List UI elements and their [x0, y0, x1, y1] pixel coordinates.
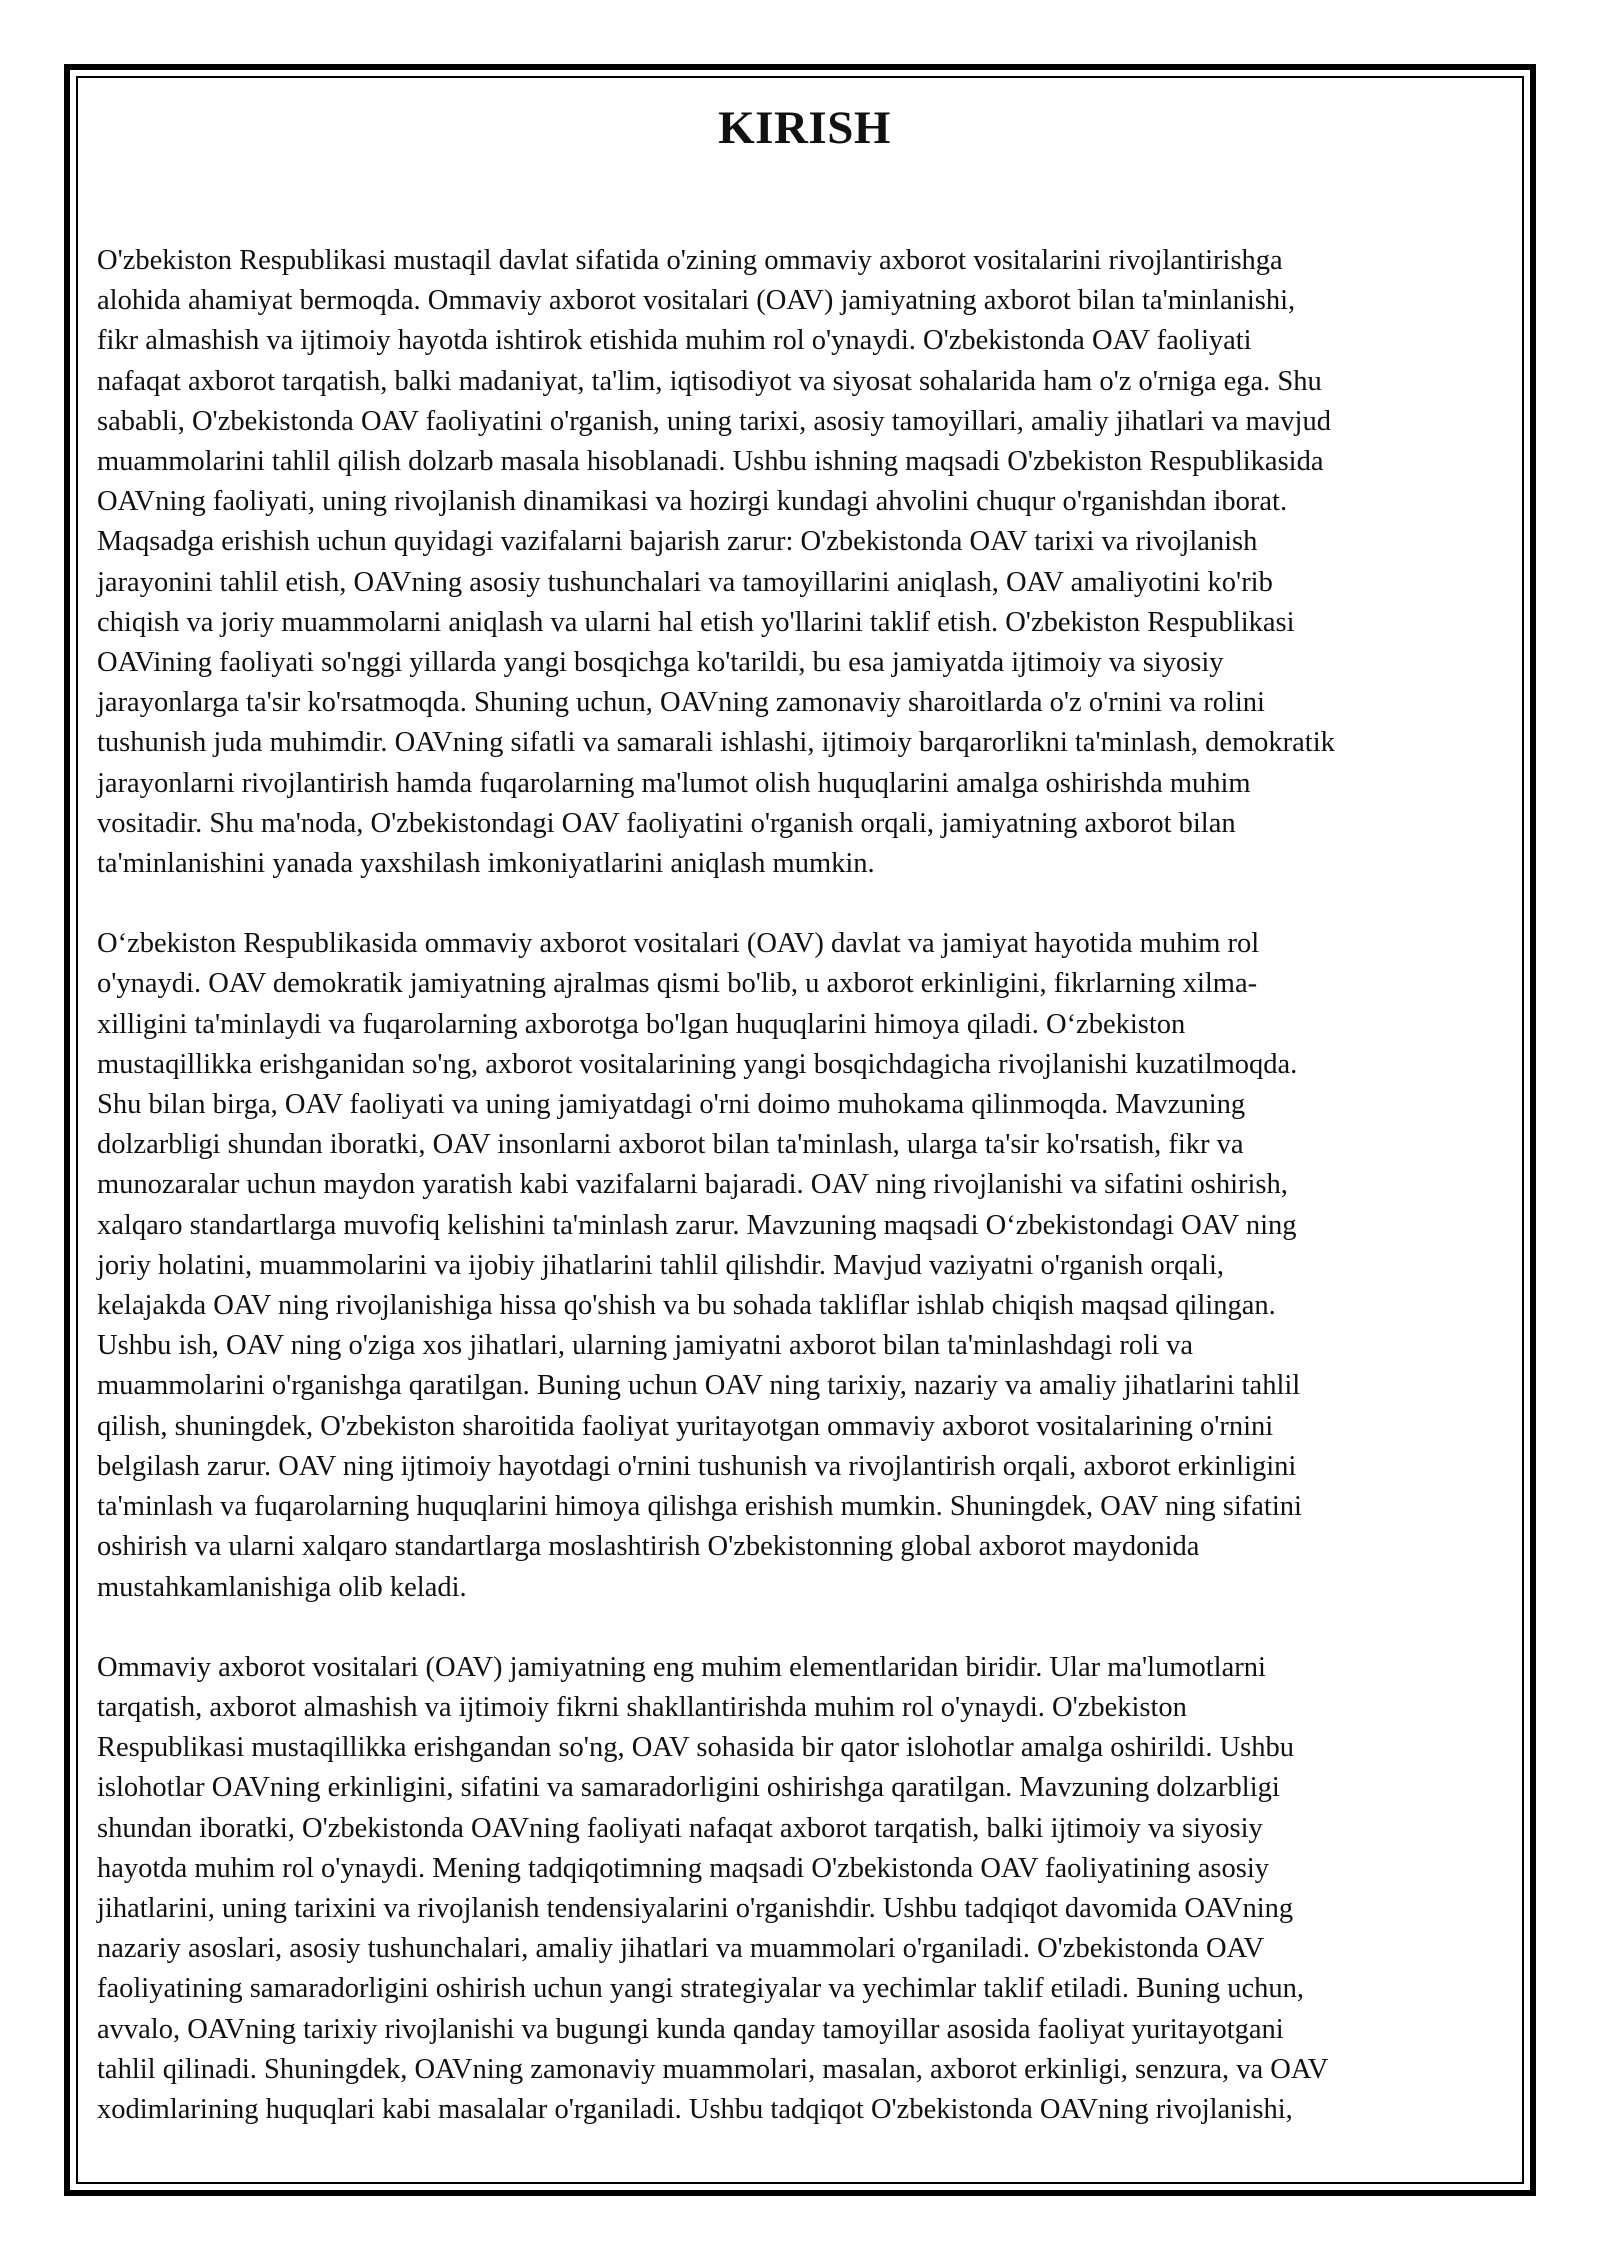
text-line: avvalo, OAVning tarixiy rivojlanishi va bugungi kunda qanday tamoyillar asosida faoliyat yuritayotgani: [97, 2013, 1284, 2045]
page-title: KIRISH: [718, 102, 891, 154]
text-line: mustaqillikka erishganidan so'ng, axborot vositalarining yangi bosqichdagicha rivojlanishi kuzatilmoqda.: [97, 1048, 1298, 1080]
text-line: sababli, O'zbekistonda OAV faoliyatini o'rganish, uning tarixi, asosiy tamoyillari, amaliy jihatlari va mavjud: [97, 405, 1331, 437]
paragraph-1: [97, 241, 1512, 884]
text-line: shundan iboratki, O'zbekistonda OAVning faoliyati nafaqat axborot tarqatish, balki ijtimoiy va siyosiy: [97, 1812, 1263, 1844]
body-text: [97, 241, 1512, 2130]
text-line: OAVning faoliyati, uning rivojlanish dinamikasi va hozirgi kundagi ahvolini chuqur o'rganishdan iborat.: [97, 486, 1288, 518]
text-line: nafaqat axborot tarqatish, balki madaniyat, ta'lim, iqtisodiyot va siyosat sohalarida ham o'z o'rniga ega. Shu: [97, 365, 1322, 397]
text-line: kelajakda OAV ning rivojlanishiga hissa qo'shish va bu sohada takliflar ishlab chiqish maqsad qilingan.: [97, 1290, 1276, 1322]
text-line: qilish, shuningdek, O'zbekiston sharoitida faoliyat yuritayotgan ommaviy axborot vositalarining o'rnini: [97, 1410, 1274, 1442]
text-line: O‘zbekiston Respublikasida ommaviy axborot vositalari (OAV) davlat va jamiyat hayotida muhim rol: [97, 928, 1260, 960]
text-line: belgilash zarur. OAV ning ijtimoiy hayotdagi o'rnini tushunish va rivojlantirish orqali, axborot erkinligini: [97, 1450, 1297, 1482]
text-line: jarayonlarni rivojlantirish hamda fuqarolarning ma'lumot olish huquqlarini amalga oshirishda muhim: [97, 767, 1251, 799]
paragraph-2: [97, 924, 1512, 1607]
text-line: OAVining faoliyati so'nggi yillarda yangi bosqichga ko'tarildi, bu esa jamiyatda ijtimoiy va siyosiy: [97, 647, 1224, 679]
text-line: o'ynaydi. OAV demokratik jamiyatning ajralmas qismi bo'lib, u axborot erkinligini, fikrlarning xilma-: [97, 968, 1258, 1000]
text-line: islohotlar OAVning erkinligini, sifatini va samaradorligini oshirishga qaratilgan. Mavzuning dolzarbligi: [97, 1772, 1280, 1804]
text-line: faoliyatining samaradorligini oshirish uchun yangi strategiyalar va yechimlar taklif etiladi. Buning uchun,: [97, 1973, 1304, 2005]
text-line: Maqsadga erishish uchun quyidagi vazifalarni bajarish zarur: O'zbekistonda OAV tarixi va rivojlanish: [97, 526, 1258, 558]
text-line: munozaralar uchun maydon yaratish kabi vazifalarni bajaradi. OAV ning rivojlanishi va sifatini oshirish,: [97, 1169, 1288, 1201]
text-line: oshirish va ularni xalqaro standartlarga moslashtirish O'zbekistonning global axborot maydonida: [97, 1531, 1200, 1563]
text-line: ta'minlanishini yanada yaxshilash imkoniyatlarini aniqlash mumkin.: [97, 848, 875, 880]
text-line: jarayonlarga ta'sir ko'rsatmoqda. Shuning uchun, OAVning zamonaviy sharoitlarda o'z o'rnini va rolini: [97, 687, 1265, 719]
text-line: hayotda muhim rol o'ynaydi. Mening tadqiqotimning maqsadi O'zbekistonda OAV faoliyatining asosiy: [97, 1852, 1270, 1884]
text-line: xalqaro standartlarga muvofiq kelishini ta'minlash zarur. Mavzuning maqsadi O‘zbekistondagi OAV ning: [97, 1209, 1297, 1241]
text-line: O'zbekiston Respublikasi mustaqil davlat sifatida o'zining ommaviy axborot vositalarini rivojlantirishga: [97, 245, 1283, 276]
text-line: ta'minlash va fuqarolarning huquqlarini himoya qilishga erishish mumkin. Shuningdek, OAV ning sifatini: [97, 1491, 1302, 1523]
text-line: dolzarbligi shundan iboratki, OAV insonlarni axborot bilan ta'minlash, ularga ta'sir ko'rsatish, fikr va: [97, 1129, 1244, 1161]
text-line: jarayonini tahlil etish, OAVning asosiy tushunchalari va tamoyillarini aniqlash, OAV amaliyotini ko'rib: [97, 566, 1273, 598]
text-line: joriy holatini, muammolarini va ijobiy jihatlarini tahlil qilishdir. Mavjud vaziyatni o'rganish orqali,: [97, 1249, 1225, 1281]
text-line: Shu bilan birga, OAV faoliyati va uning jamiyatdagi o'rni doimo muhokama qilinmoqda. Mavzuning: [97, 1089, 1246, 1121]
page-content: [97, 95, 1512, 2170]
text-line: alohida ahamiyat bermoqda. Ommaviy axborot vositalari (OAV) jamiyatning axborot bilan ta'minlanishi,: [97, 285, 1296, 317]
text-line: vositadir. Shu ma'noda, O'zbekistondagi OAV faoliyatini o'rganish orqali, jamiyatning axborot bilan: [97, 807, 1236, 839]
text-line: Ommaviy axborot vositalari (OAV) jamiyatning eng muhim elementlaridan biridir. Ular ma'lumotlarni: [97, 1651, 1266, 1683]
paragraph-3: [97, 1648, 1512, 2130]
text-line: xilligini ta'minlaydi va fuqarolarning axborotga bo'lgan huquqlarini himoya qiladi. O‘zbekiston: [97, 1008, 1186, 1040]
text-line: tushunish juda muhimdir. OAVning sifatli va samarali ishlashi, ijtimoiy barqarorlikni ta'minlash, demokratik: [97, 727, 1335, 759]
text-line: Respublikasi mustaqillikka erishgandan so'ng, OAV sohasida bir qator islohotlar amalga oshirildi. Ushbu: [97, 1732, 1294, 1764]
text-line: nazariy asoslari, asosiy tushunchalari, amaliy jihatlari va muammolari o'rganiladi. O'zbekistonda OAV: [97, 1933, 1265, 1965]
text-line: fikr almashish va ijtimoiy hayotda ishtirok etishida muhim rol o'ynaydi. O'zbekistonda OAV faoliyati: [97, 325, 1252, 357]
text-line: mustahkamlanishiga olib keladi.: [97, 1571, 467, 1603]
text-line: xodimlarining huquqlari kabi masalalar o'rganiladi. Ushbu tadqiqot O'zbekistonda OAVning rivojlanishi,: [97, 2093, 1293, 2125]
text-line: tahlil qilinadi. Shuningdek, OAVning zamonaviy muammolari, masalan, axborot erkinligi, senzura, va OAV: [97, 2053, 1329, 2085]
text-line: Ushbu ish, OAV ning o'ziga xos jihatlari, ularning jamiyatni axborot bilan ta'minlashdagi roli va: [97, 1330, 1194, 1362]
text-line: jihatlarini, uning tarixini va rivojlanish tendensiyalarini o'rganishdir. Ushbu tadqiqot davomida OAVning: [97, 1892, 1294, 1924]
text-line: tarqatish, axborot almashish va ijtimoiy fikrni shakllantirishda muhim rol o'ynaydi. O'zbekiston: [97, 1691, 1187, 1723]
text-line: muammolarini o'rganishga qaratilgan. Buning uchun OAV ning tarixiy, nazariy va amaliy jihatlarini tahlil: [97, 1370, 1301, 1402]
text-line: chiqish va joriy muammolarni aniqlash va ularni hal etish yo'llarini taklif etish. O'zbekiston Respublikasi: [97, 606, 1295, 638]
text-line: muammolarini tahlil qilish dolzarb masala hisoblanadi. Ushbu ishning maqsadi O'zbekiston Respublikasida: [97, 446, 1324, 478]
